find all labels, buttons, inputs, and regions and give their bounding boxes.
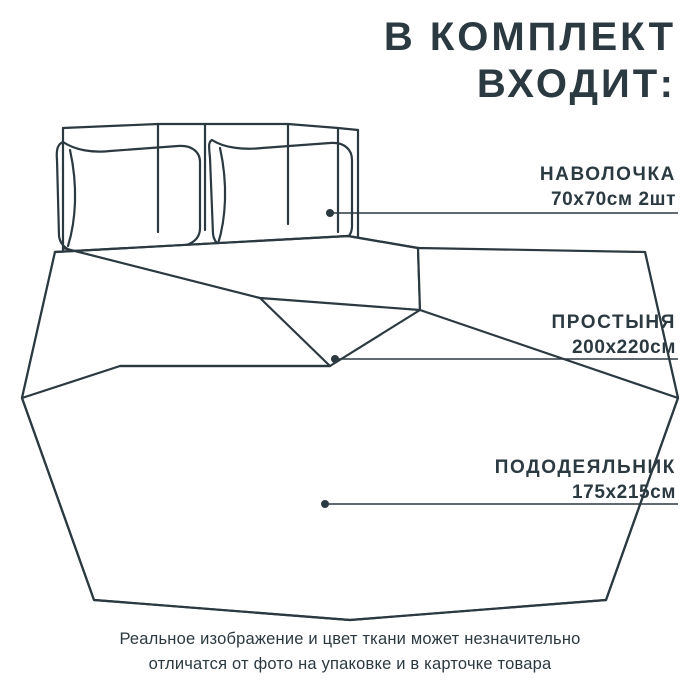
callout-pillowcase <box>540 163 676 212</box>
leader-dot-pillow <box>326 209 334 217</box>
disclaimer-text <box>0 627 700 678</box>
disclaimer-line-2: отличатся от фото на упаковке и в карточке товара <box>148 655 552 674</box>
callout-sheet <box>552 311 677 360</box>
flat-sheet <box>22 236 420 398</box>
duvet-cover <box>22 398 678 620</box>
callout-duvet-name: ПОДОДЕЯЛЬНИК <box>494 457 676 478</box>
callout-duvet <box>495 456 676 505</box>
callout-sheet-name: ПРОСТЫНЯ <box>551 312 676 333</box>
headboard-top-rail <box>63 124 358 130</box>
page-title-line-1: В КОМПЛЕКТ <box>383 15 676 59</box>
pillow-left <box>57 142 200 252</box>
callout-pillowcase-size: 70х70см 2шт <box>550 188 676 210</box>
pillow-left-fold <box>68 150 75 246</box>
pillow-right <box>209 140 352 250</box>
callout-sheet-size: 200х220см <box>572 336 676 358</box>
page-title <box>384 14 676 108</box>
callout-pillowcase-name: НАВОЛОЧКА <box>539 164 676 185</box>
leader-dot-sheet <box>331 355 339 363</box>
leader-dot-duvet <box>321 500 329 508</box>
duvet-left-crease <box>94 366 120 600</box>
pillow-right-fold <box>218 148 225 244</box>
callout-duvet-size: 175х215см <box>572 481 676 503</box>
page-title-line-2: ВХОДИТ: <box>476 62 676 107</box>
disclaimer-line-1: Реальное изображение и цвет ткани может незначительно <box>119 629 581 648</box>
